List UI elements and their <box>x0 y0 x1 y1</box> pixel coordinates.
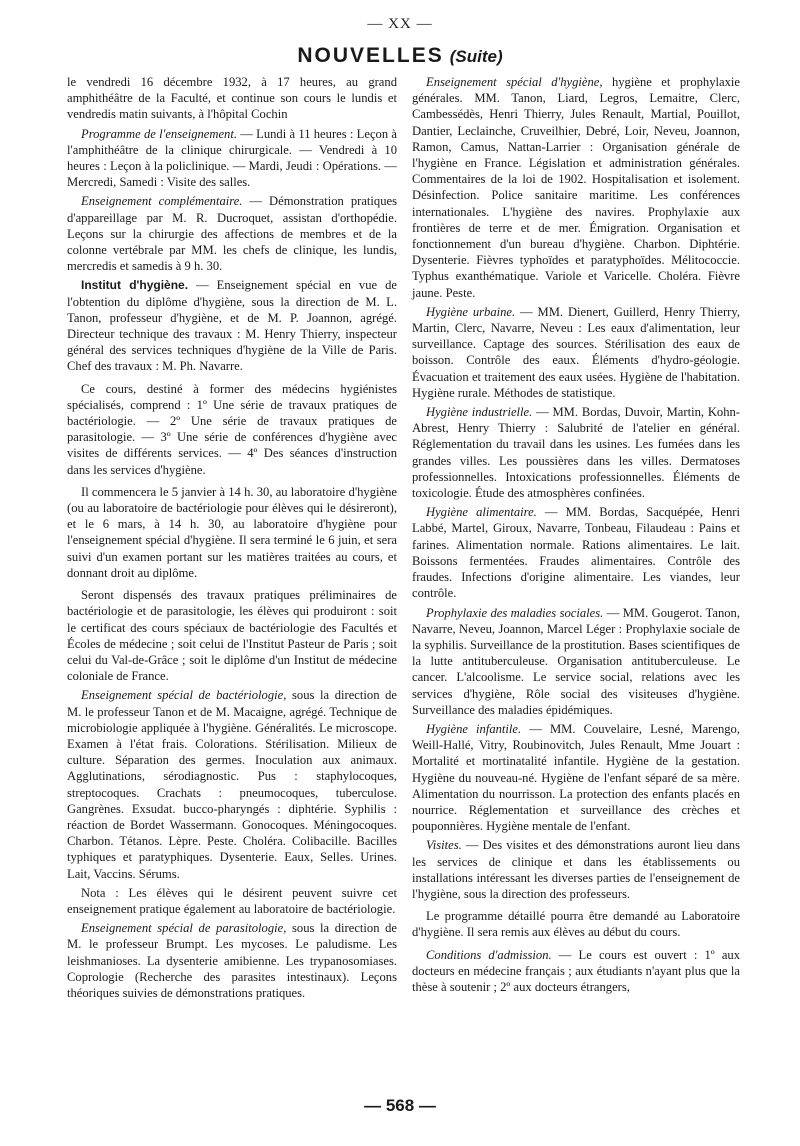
paragraph-text: — MM. Dienert, Guillerd, Henry Thierry, Martin, Clerc, Navarre, Neveu : Les eaux d'alimentation, leur surveillance. Captage des sources. Stérilisation des eaux de boisson. Contrôle des eaux. Éléments d'hydro-géologie. Évacuation et traitement des eaux usées. Hygiène de l'habitation. Hygiène rurale. Méthodes de statistique. <box>412 304 740 400</box>
paragraph-label: Hygiène industrielle. <box>426 405 533 420</box>
paragraph <box>412 721 740 834</box>
paragraph-text: — MM. Bordas, Sacquépée, Henri Labbé, Martel, Giroux, Navarre, Tonbeau, Filaudeau : Pains et farines. Alimentation normale. Rations alimentaires. Le lait. Boissons fermentées. Fraudes alimentaires. Contrôle des fraudes. Infections d'origine alimentaire. Les viandes, leur contrôle. <box>412 505 740 601</box>
paragraph: Ce cours, destiné à former des médecins hygiénistes spécialisés, comprend : 1º Une série de travaux pratiques de bactériologie. — 2º Une série de travaux pratiques de parasitologie. — 3º Une série de conférences d'hygiène avec visites de différents services. — 4º Des séances d'instruction dans les services d'hygiène. <box>67 381 397 477</box>
paragraph <box>412 947 740 996</box>
paragraph-text: sous la direction de M. le professeur Brumpt. Les mycoses. Le paludisme. Les leishmanioses. La dysenterie amibienne. Les trypanosomiases. Coprologie (Recherche des parasites intestinaux). Leçons théoriques suivies de démonstrations pratiques. <box>67 921 397 1000</box>
paragraph-label: Institut d'hygiène. <box>81 278 189 293</box>
paragraph-label: Programme de l'enseignement. <box>81 126 238 141</box>
paragraph: Nota : Les élèves qui le désirent peuvent suivre cet enseignement pratique également au laboratoire de bactériologie. <box>67 885 397 916</box>
paragraph-text: — MM. Couvelaire, Lesné, Marengo, Weill-Hallé, Vitry, Roubinovitch, Jules Renault, Mme Jouart : Mortalité et mortinatalité infantile. Hygiène de la gestation. Hygiène du nouveau-né. Hygiène de l'enfant séparé de sa mère. Alimentation du nourrisson. La protection des enfants placés en nourrice. Réglementation et surveillance des crèches et pouponnières. Hygiène mentale de l'enfant. <box>412 721 740 834</box>
paragraph: le vendredi 16 décembre 1932, à 17 heures, au grand amphithéâtre de la Faculté, et continue son cours le lundis et vendredis matin suivants, à l'hôpital Cochin <box>67 75 397 122</box>
paragraph-text: sous la direction de M. le professeur Tanon et de M. Macaigne, agrégé. Technique de microbiologie appliquée à l'hygiène. Généralités. Le microscope. Examen à l'état frais. Colorations. Stérilisation. Milieux de culture. Séparation des germes. Inoculation aux animaux. Agglutinations, sérodiagnostic. Pus : staphylocoques, streptocoques. Crachats : pneumocoques, tuberculose. Gangrènes. Exsudat. bucco-pharyngés : diphtérie. Syphilis : réaction de Bordet Wassermann. Gonocoques. Méningocoques. Charbon. Tétanos. Lèpre. Peste. Choléra. Colibacille. Bacilles typhiques et paratyphiques. Dysenterie. Eaux, Selles. Urines. Lait, Vaccins. Sérums. <box>67 688 397 881</box>
paragraph-text: — Lundi à 11 heures : Leçon à l'amphithéâtre de la clinique chirurgicale. — Vendredi à 10 heures : Leçon à la policlinique. — Mardi, Jeudi : Opérations. — Mercredi, Samedi : Visite des salles. <box>67 126 397 190</box>
paragraph <box>412 504 740 601</box>
paragraph-text: — Le cours est ouvert : 1º aux docteurs en médecine français ; aux étudiants n'ayant plus que la thèse à soutenir ; 2º aux docteurs étrangers, <box>412 947 741 994</box>
paragraph-label: Visites. <box>426 838 462 853</box>
paragraph <box>67 277 397 374</box>
paragraph: Il commencera le 5 janvier à 14 h. 30, au laboratoire d'hygiène (ou au laboratoire de bactériologie pour élèves qui le désireront), et le 6 mars, à 14 h. 30, au laboratoire d'hygiène pour l'enseignement spécial d'hygiène. Il sera terminé le 6 juin, et sera suivi d'un examen portant sur les matières traitées au cours, et donnant droit au diplôme. <box>67 484 397 580</box>
section-title <box>0 44 800 68</box>
paragraph-label: Enseignement spécial de parasitologie, <box>81 921 287 936</box>
paragraph <box>412 605 740 718</box>
paragraph-text: — Démonstration pratiques d'appareillage par M. R. Ducroquet, assistan d'orthopédie. Leçons sur la chirurgie des affections de membres et de la colonne vertébrale par MM. les chefs de clinique, les lundis, mercredis et samedis à 9 h. 30. <box>67 194 398 274</box>
paragraph <box>67 193 397 274</box>
paragraph <box>67 126 397 191</box>
paragraph-label: Enseignement spécial de bactériologie, <box>81 688 287 703</box>
roman-page-marker: — XX — <box>367 16 433 32</box>
paragraph: Le programme détaillé pourra être demandé au Laboratoire d'hygiène. Il sera remis aux élèves au début du cours. <box>412 909 740 940</box>
right-column <box>412 74 740 998</box>
paragraph-text: — MM. Bordas, Duvoir, Martin, Kohn-Abrest, Henry Thierry : Salubrité de l'atelier en général. Réglementation du travail dans les usines. Les fumées dans les grandes villes. Les poussières dans les villes. Dermatoses professionnelles. Intoxications professionnelles. Éléments de toxicologie. Étude des atmosphères confinées. <box>412 405 740 501</box>
paragraph-label: Hygiène alimentaire. <box>426 505 537 520</box>
paragraph <box>412 304 740 401</box>
paragraph-label: Hygiène infantile. <box>426 721 522 736</box>
page-number: — 568 — <box>364 1096 436 1115</box>
paragraph-label: Conditions d'admission. <box>426 947 552 962</box>
paragraph <box>67 920 397 1001</box>
paragraph-text: — MM. Gougerot. Tanon, Navarre, Neveu, Joannon, Marcel Léger : Prophylaxie sociale de la syphilis. Surveillance de la prostitution. Bases scientifiques de la lutte antituberculeuse. Organisation antituberculeuse. Le cancer. L'alcoolisme. Le service social, relations avec les services d'hygiène, Rôle social des visiteuses d'hygiène. Surveillance des maladies épidémiques. <box>412 605 740 717</box>
paragraph-label: Enseignement complémentaire. <box>81 194 243 209</box>
paragraph <box>412 837 740 902</box>
paragraph <box>412 74 740 301</box>
paragraph: Seront dispensés des travaux pratiques préliminaires de bactériologie et de parasitologie, les élèves qui produiront : soit le certificat des cours spéciaux de bactériologie des Facultés et Écoles de médecine ; soit celui de l'Institut Pasteur de Paris ; soit celui du Val-de-Grâce ; soit le diplôme d'un Institut de médecine coloniale de France. <box>67 588 397 684</box>
section-title-suite: (Suite) <box>449 47 503 66</box>
paragraph-text: — Enseignement spécial en vue de l'obtention du diplôme d'hygiène, sous la direction de M. L. Tanon, professeur d'hygiène, et de M. P. Joannon, agrégé. Directeur technique des travaux : M. Henry Thierry, inspecteur général des services techniques d'hygiène de la Ville de Paris. Chef des travaux : M. Ph. Navarre. <box>67 278 398 374</box>
paragraph <box>67 687 397 881</box>
paragraph-label: Hygiène urbaine. <box>426 304 516 319</box>
section-title-main: NOUVELLES <box>297 44 444 67</box>
paragraph <box>412 404 740 501</box>
paragraph-label: Enseignement spécial d'hygiène, <box>426 75 603 89</box>
paragraph-label: Prophylaxie des maladies sociales. <box>426 605 604 620</box>
paragraph-text: — Des visites et des démonstrations auront lieu dans les services de clinique et dans les établissements ou installations intéressant les diverses parties de l'enseignement de l'hygiène, sous la direction des professeurs. <box>412 838 740 901</box>
paragraph-text: hygiène et prophylaxie générales. MM. Tanon, Liard, Legros, Lemaitre, Clerc, Cambessédès, Henri Thierry, Jules Renault, Martial, Pouillot, Dantier, Leclainche, Cruveilhier, Debré, Loir, Neveu, Joannon, Ramon, Camus, Nattan-Larrier : Organisation générale de l'hygiène en France. Législation et administration générales. Commentaires de la loi de 1902. Hospitalisation et isolement. Désinfection. Police sanitaire maritime. Les conférences internationales. L'hygiène des navires. Prophylaxie aux frontières de terre et de mer. Émigration. Organisation et fonctionnement d'un bureau d'hygiène. Charbon. Diphtérie. Dysenterie. Fièvres typhoïdes et paratyphoïdes. Mélitococcie. Typhus exanthématique. Variole et Varicelle. Choléra. Fièvre jaune. Peste. <box>412 75 740 300</box>
left-column <box>67 74 397 1004</box>
